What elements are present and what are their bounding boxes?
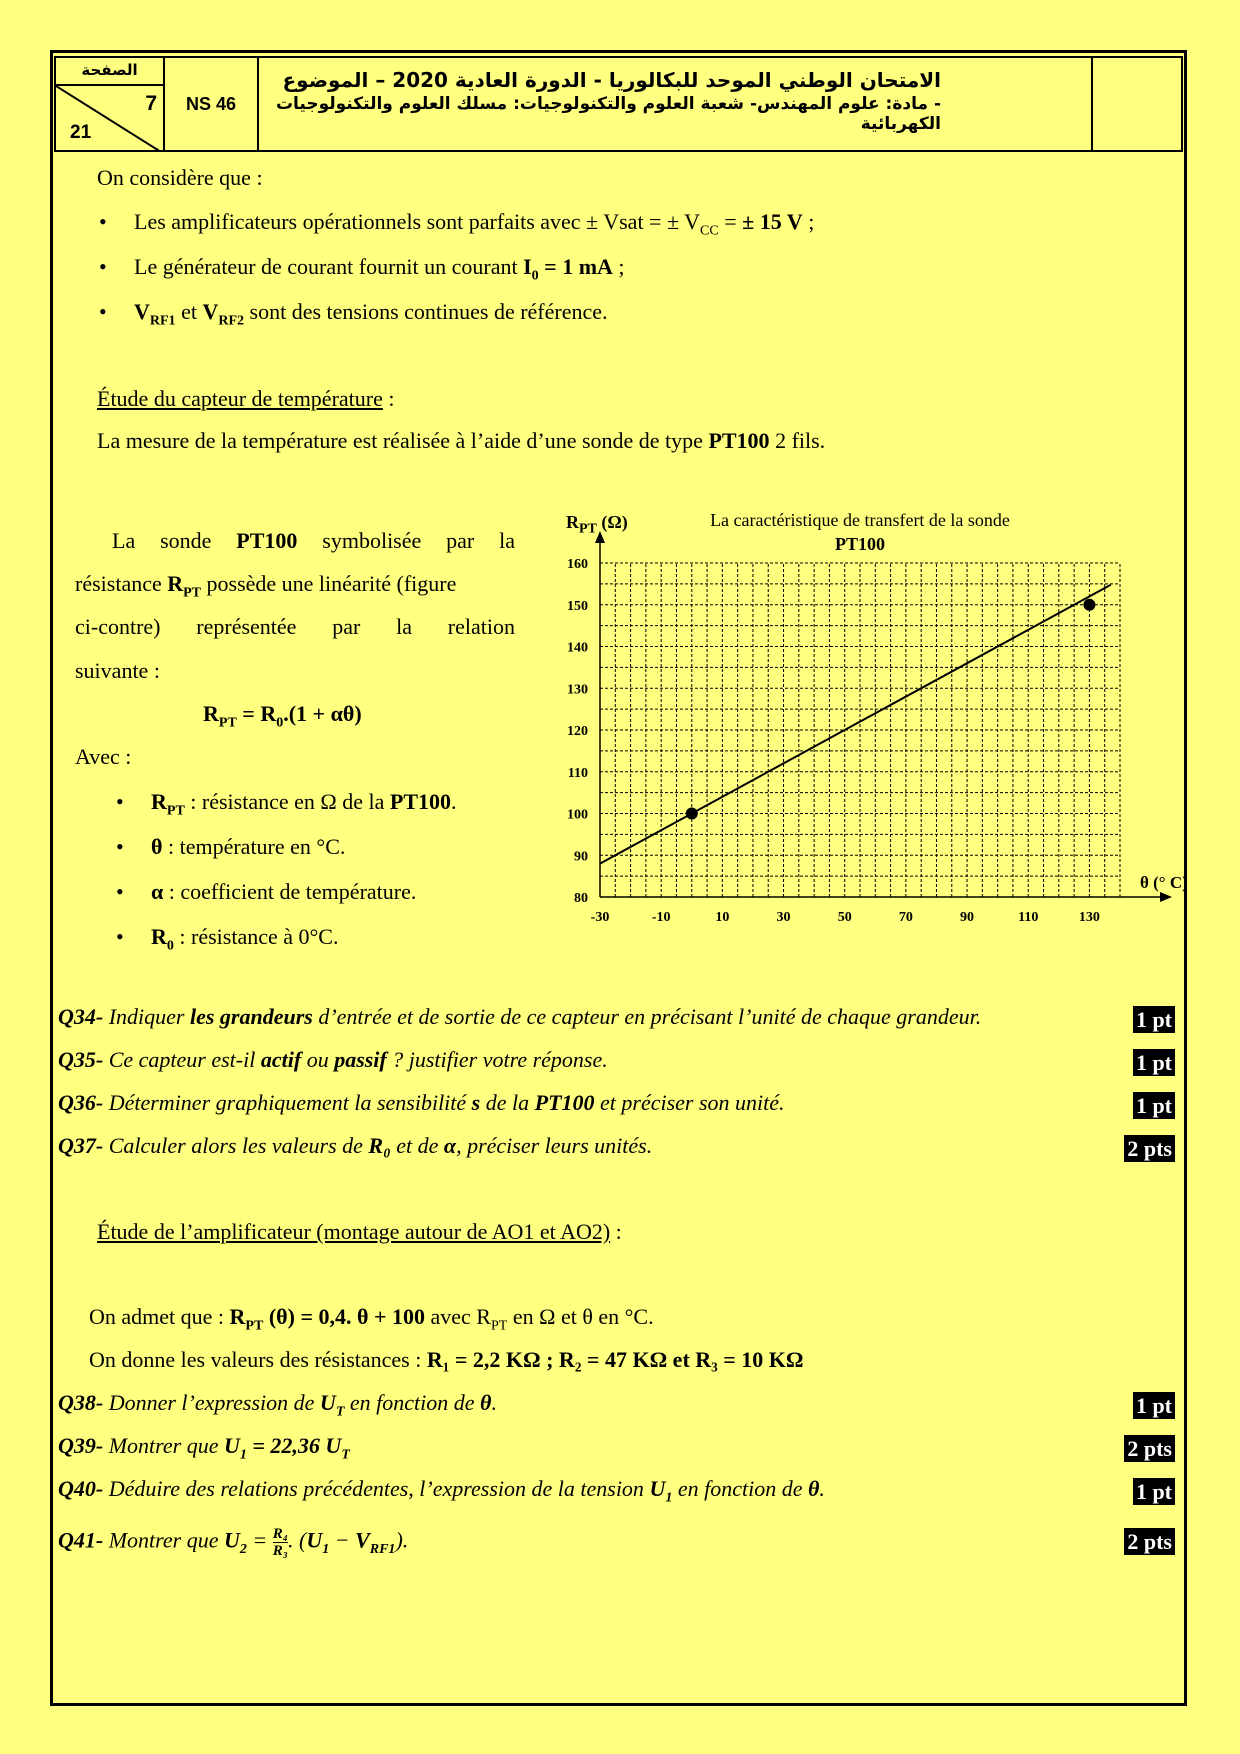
question-text: , préciser leurs unités.	[456, 1133, 653, 1158]
ampli-title-text: Étude de l’amplificateur (montage autour de AO1 et AO2)	[97, 1219, 611, 1244]
d1-txt: : résistance en Ω de la	[184, 789, 390, 814]
b3-v1: V	[134, 299, 150, 324]
admet-pre: On admet que :	[89, 1304, 230, 1329]
q41-end: ).	[395, 1527, 409, 1553]
points-badge: 1 pt	[1133, 1006, 1175, 1033]
chart-title-line1: La caractéristique de transfert de la sonde	[710, 510, 1010, 530]
question-text: en fonction de	[672, 1476, 808, 1501]
q41-u2sub: 2	[239, 1541, 247, 1557]
q41-u2: U	[224, 1527, 240, 1553]
def-alpha	[151, 879, 416, 905]
q41-u1: U	[306, 1527, 323, 1553]
p1-bold: PT100	[236, 528, 298, 553]
question-bold: les grandeurs	[189, 1004, 313, 1029]
question-number: Q35-	[58, 1047, 104, 1072]
y-tick-label: 100	[567, 807, 588, 823]
d4-b: R	[151, 924, 167, 949]
capteur-para-line2	[75, 571, 456, 601]
question-row	[58, 1004, 981, 1030]
admet-b: R	[229, 1304, 246, 1329]
question-bold: θ	[480, 1390, 492, 1415]
points-badge: 1 pt	[1133, 1049, 1175, 1076]
b2-end: ;	[612, 254, 625, 279]
capteur-intro-end: 2 fils.	[769, 428, 826, 453]
question-sub-bold: T	[335, 1404, 345, 1420]
b2-bold2: = 1 mA	[538, 254, 613, 279]
question-bold: U	[319, 1390, 336, 1415]
question-bold: PT100	[534, 1090, 595, 1115]
points-badge: 2 pts	[1124, 1435, 1175, 1462]
q41-vsub: RF1	[369, 1541, 396, 1557]
question-row	[58, 1047, 608, 1073]
y-axis-arrow	[595, 531, 605, 543]
question-text: et de	[390, 1133, 444, 1158]
question-bold: s	[471, 1090, 481, 1115]
question-number: Q34-	[58, 1004, 104, 1029]
capteur-title-text: Étude du capteur de température	[97, 386, 383, 411]
ampli-section-title	[97, 1219, 622, 1245]
admet-sub: PT	[245, 1318, 264, 1334]
b2-sub: 0	[531, 268, 539, 284]
question-text: de la	[480, 1090, 535, 1115]
b1-end: ;	[802, 209, 815, 234]
question-row	[58, 1090, 785, 1116]
p2-bold: R	[167, 571, 184, 596]
exam-header	[54, 56, 1183, 152]
y-tick-label: 130	[567, 682, 588, 698]
points-badge: 2 pts	[1124, 1135, 1175, 1162]
d3-txt: : coefficient de température.	[163, 879, 417, 904]
question-text: en fonction de	[344, 1390, 481, 1415]
formula-mid: = R	[236, 701, 277, 726]
b1-text: Les amplificateurs opérationnels sont parfaits avec ± Vsat = ± V	[134, 209, 701, 234]
capteur-intro-text: La mesure de la température est réalisée à l’aide d’une sonde de type	[97, 428, 709, 453]
ampli-donne	[89, 1347, 804, 1373]
d1-end: .	[451, 789, 457, 814]
question-bold: passif	[334, 1047, 387, 1072]
page-number: 7	[145, 92, 157, 115]
question-bold: θ	[807, 1476, 820, 1501]
question-row	[58, 1476, 825, 1506]
d1-b2: PT100	[389, 789, 452, 814]
y-tick-label: 160	[567, 557, 588, 572]
q41-minus: −	[329, 1527, 356, 1553]
question-text: Ce capteur est-il	[103, 1047, 261, 1072]
question-bold: = 22,36 U	[252, 1433, 342, 1458]
question-bold: U	[224, 1433, 240, 1458]
points-badge: 1 pt	[1133, 1392, 1175, 1419]
x-tick-label: 30	[776, 910, 791, 925]
points-badge-q41: 2 pts	[1124, 1528, 1175, 1555]
ylabel-sub: PT	[579, 521, 597, 537]
y-tick-label: 140	[567, 640, 588, 656]
p1-end: symbolisée par la	[322, 528, 515, 553]
q41-eq: =	[246, 1527, 273, 1553]
points-badge: 1 pt	[1133, 1092, 1175, 1119]
question-text: .	[491, 1390, 497, 1415]
b3-end: sont des tensions continues de référence.	[244, 299, 608, 324]
question-sub-bold: 1	[665, 1490, 673, 1506]
b3-v2: V	[202, 299, 219, 324]
ylabel-unit: (Ω)	[596, 512, 628, 532]
question-text: .	[819, 1476, 825, 1501]
page-box	[56, 58, 165, 150]
p2-text: résistance	[75, 571, 168, 596]
p1-text: La sonde	[112, 528, 212, 553]
formula-end: .(1 + αθ)	[283, 701, 362, 726]
question-text: Indiquer	[103, 1004, 190, 1029]
y-tick-label: 90	[574, 849, 588, 865]
question-row	[58, 1390, 497, 1420]
question-sub	[341, 1447, 350, 1462]
y-tick-label: 80	[574, 891, 588, 906]
d2-txt: : température en °C.	[162, 834, 346, 859]
x-tick-label: 10	[715, 910, 730, 925]
question-bold: R₀	[368, 1133, 391, 1158]
x-tick-label: -30	[590, 910, 610, 925]
question-text: ou	[301, 1047, 335, 1072]
question-text: Donner l’expression de	[103, 1390, 320, 1415]
d1-b: R	[151, 789, 167, 814]
q41-v: V	[355, 1527, 370, 1553]
q41-num: Q41-	[58, 1527, 104, 1553]
ampli-title-end: :	[610, 1219, 622, 1244]
b3-et: et	[175, 299, 203, 324]
capteur-para-line1	[75, 528, 515, 554]
question-sub-bold: T	[341, 1447, 350, 1463]
intro-bullet-2	[134, 254, 625, 284]
intro-considere: On considère que :	[97, 165, 263, 190]
header-title-line1: الامتحان الوطني الموحد للبكالوريا - الدورة العادية 2020 – الموضوع	[282, 68, 941, 92]
pt100-formula	[203, 701, 362, 731]
b1-mid: =	[718, 209, 743, 234]
question-number: Q40-	[58, 1476, 104, 1501]
data-point	[1083, 599, 1095, 611]
header-blank-cell	[1093, 58, 1181, 150]
data-point	[686, 808, 698, 820]
b1-sub: CC	[700, 223, 719, 239]
question-text: ? justifier votre réponse.	[386, 1047, 608, 1072]
donne-pre: On donne les valeurs des résistances :	[89, 1347, 427, 1372]
admet-b2: (θ) = 0,4. θ + 100	[263, 1304, 426, 1329]
question-sub-bold: 1	[239, 1447, 247, 1463]
d4-sub: 0	[166, 938, 174, 954]
question-q41	[58, 1526, 408, 1559]
q41-pre: Montrer que	[103, 1527, 224, 1553]
avec-label: Avec :	[75, 744, 132, 769]
question-text: d’entrée et de sortie de ce capteur en précisant l’unité de chaque grandeur.	[312, 1004, 982, 1029]
x-tick-label: 50	[837, 910, 852, 925]
b3-s1: RF1	[149, 313, 176, 329]
question-number: Q36-	[58, 1090, 104, 1115]
d4-txt: : résistance à 0°C.	[173, 924, 339, 949]
intro-bullet-3	[134, 299, 608, 329]
d2-b: θ	[151, 834, 163, 859]
question-bold: α	[443, 1133, 457, 1158]
def-r0	[151, 924, 338, 954]
capteur-intro	[97, 428, 825, 454]
y-tick-label: 110	[567, 765, 588, 781]
p2-end: possède une linéarité (figure	[201, 571, 457, 596]
def-rpt	[151, 789, 457, 819]
question-row	[58, 1433, 350, 1463]
x-tick-label: 90	[960, 910, 975, 925]
x-tick-label: -10	[651, 910, 671, 925]
question-text: Déduire des relations précédentes, l’expression de la tension	[103, 1476, 650, 1501]
b2-bold: I	[523, 254, 532, 279]
question-bold: U	[649, 1476, 666, 1501]
q41-fraction	[273, 1526, 288, 1559]
donne-b: R₁ = 2,2 KΩ ; R₂ = 47 KΩ et R₃ = 10 KΩ	[426, 1347, 804, 1372]
y-tick-label: 150	[567, 598, 588, 614]
page-total: 21	[70, 122, 92, 143]
admet-sub2: PT	[490, 1318, 508, 1334]
capteur-intro-bold: PT100	[708, 428, 770, 453]
question-row	[58, 1133, 652, 1159]
b1-bold: ± 15 V	[742, 209, 803, 234]
formula-sub: PT	[218, 715, 237, 731]
header-title-line2: - مادة: علوم المهندس- شعبة العلوم والتكنولوجيات: مسلك العلوم والتكنولوجيات الكهربائية	[275, 94, 941, 134]
question-bold: actif	[260, 1047, 302, 1072]
page-label: الصفحة	[56, 58, 163, 86]
y-tick-label: 120	[567, 724, 588, 739]
intro-bullet-1	[134, 209, 814, 239]
capteur-section-title	[97, 386, 395, 412]
x-tick-label: 110	[1018, 910, 1039, 925]
points-badge: 1 pt	[1133, 1478, 1175, 1505]
b2-text: Le générateur de courant fournit un courant	[134, 254, 524, 279]
question-text: Calculer alors les valeurs de	[103, 1133, 369, 1158]
exam-code: NS 46	[165, 58, 259, 150]
p2-sub: PT	[183, 585, 202, 601]
x-tick-label: 70	[898, 910, 913, 925]
formula-r: R	[203, 701, 219, 726]
question-text: et préciser son unité.	[594, 1090, 785, 1115]
q41-u1sub: 1	[322, 1541, 330, 1557]
ylabel-main: R	[566, 512, 579, 532]
x-tick-label: 130	[1078, 910, 1100, 925]
d3-b: α	[151, 879, 164, 904]
admet-end: en Ω et θ en °C.	[507, 1304, 654, 1329]
x-axis-label: θ (° C)	[1140, 873, 1188, 892]
q41-frac-den: R₃	[272, 1543, 288, 1559]
def-theta	[151, 834, 345, 860]
question-sub	[240, 1447, 247, 1462]
q41-frac-num: R₄	[272, 1526, 288, 1542]
q41-dot: . (	[287, 1527, 307, 1553]
question-number: Q39-	[58, 1433, 104, 1458]
chart-title-line2: PT100	[834, 534, 885, 554]
pt100-transfer-chart	[540, 500, 1190, 940]
ampli-admet	[89, 1304, 654, 1334]
capteur-para-line3: ci-contre) représentée par la relation	[75, 614, 515, 639]
question-text: Montrer que	[103, 1433, 224, 1458]
capteur-title-end: :	[382, 386, 395, 411]
capteur-para-line4: suivante :	[75, 658, 160, 683]
question-number: Q37-	[58, 1133, 104, 1158]
question-text: Déterminer graphiquement la sensibilité	[103, 1090, 472, 1115]
admet-mid: avec R	[425, 1304, 491, 1329]
formula-sub0: 0	[276, 715, 284, 731]
header-title	[259, 58, 1093, 150]
b3-s2: RF2	[218, 313, 245, 329]
question-number: Q38-	[58, 1390, 104, 1415]
x-axis-arrow	[1160, 892, 1172, 902]
d1-sub: PT	[166, 803, 185, 819]
